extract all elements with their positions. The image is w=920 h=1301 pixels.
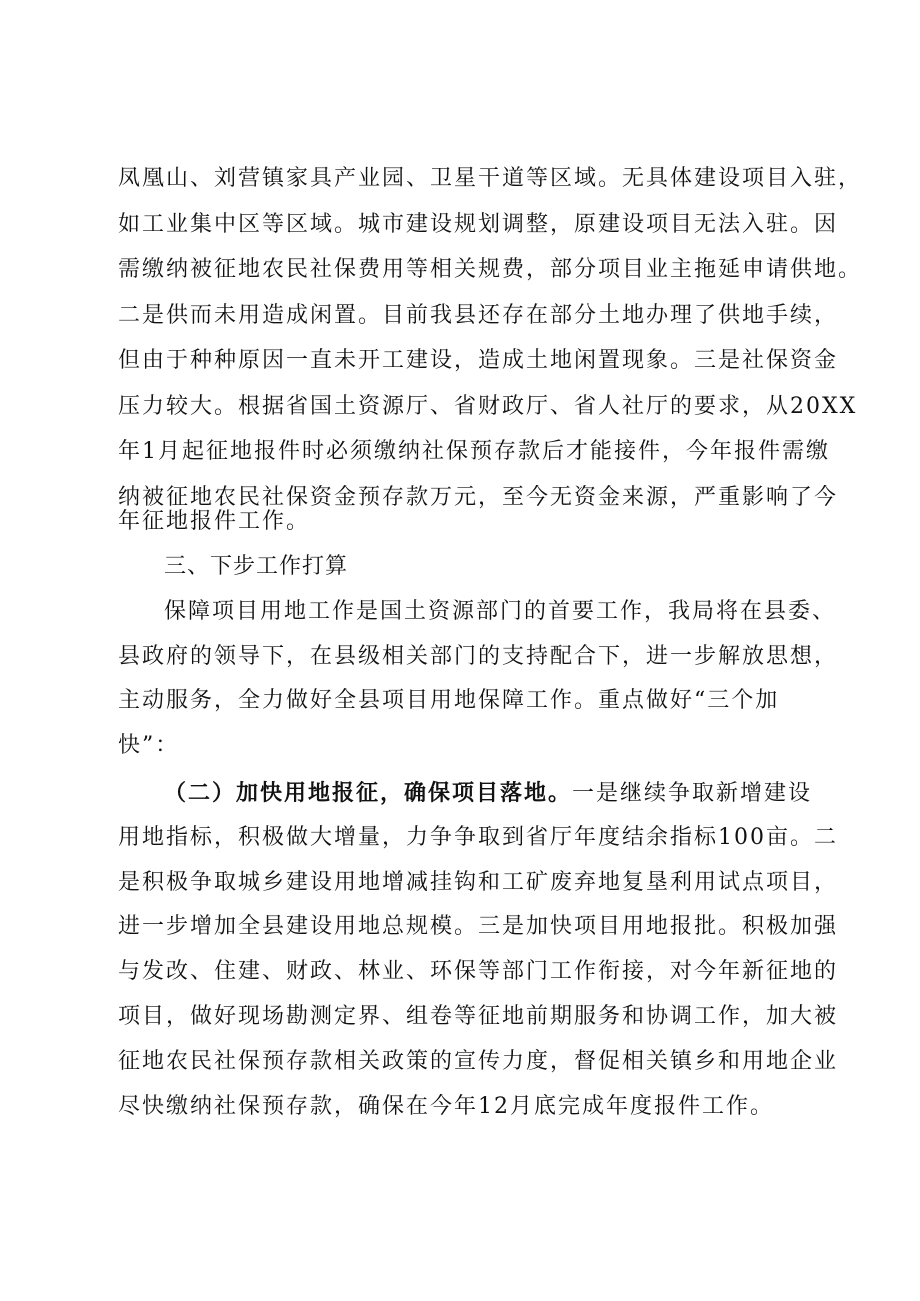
paragraph-1-line-5: 但由于种种原因一直未开工建设，造成土地闲置现象。三是社保资金 xyxy=(118,348,839,373)
paragraph-3-bold-lead: （二）加快用地报征，确保项目落地。 xyxy=(164,780,573,806)
paragraph-2-line-2: 县政府的领导下，在县级相关部门的支持配合下，进一步解放思想， xyxy=(118,644,839,669)
paragraph-1-line-3: 需缴纳被征地农民社保费用等相关规费，部分项目业主拖延申请供地。 xyxy=(118,257,863,282)
section-heading: 三、下步工作打算 xyxy=(164,554,349,579)
paragraph-1-line-7: 年1月起征地报件时必须缴纳社保预存款后才能接件，今年报件需缴 xyxy=(118,439,830,464)
paragraph-3-first-line-rest: 一是继续争取新增建设 xyxy=(572,781,813,806)
paragraph-3-line-4: 进一步增加全县建设用地总规模。三是加快项目用地报批。积极加强 xyxy=(118,914,839,939)
paragraph-3-line-8: 尽快缴纳社保预存款，确保在今年12月底完成年度报件工作。 xyxy=(118,1094,774,1119)
paragraph-3-line-3: 是积极争取城乡建设用地增减挂钩和工矿废弃地复垦利用试点项目， xyxy=(118,870,839,895)
paragraph-1-line-4: 二是供而未用造成闲置。目前我县还存在部分土地办理了供地手续， xyxy=(118,303,839,328)
paragraph-2-line-3: 主动服务，全力做好全县项目用地保障工作。重点做好“三个加 xyxy=(118,688,780,713)
paragraph-3-line-7: 征地农民社保预存款相关政策的宣传力度，督促相关镇乡和用地企业 xyxy=(118,1049,839,1074)
paragraph-1-line-8: 纳被征地农民社保资金预存款万元，至今无资金来源，严重影响了今 xyxy=(118,485,839,510)
paragraph-2-line-4: 快”： xyxy=(118,733,180,758)
paragraph-1-line-6: 压力较大。根据省国土资源厅、省财政厅、省人社厅的要求，从20XX xyxy=(118,394,858,419)
paragraph-3-line-1 xyxy=(164,778,818,809)
paragraph-3-line-5: 与发改、住建、财政、林业、环保等部门工作衔接，对今年新征地的 xyxy=(118,959,839,984)
paragraph-1-line-2: 如工业集中区等区域。城市建设规划调整，原建设项目无法入驻。因 xyxy=(118,212,839,237)
paragraph-1-line-9: 年征地报件工作。 xyxy=(118,509,311,534)
paragraph-3-line-6: 项目，做好现场勘测定界、组卷等征地前期服务和协调工作，加大被 xyxy=(118,1004,839,1029)
paragraph-2-line-1: 保障项目用地工作是国土资源部门的首要工作，我局将在县委、 xyxy=(164,599,837,624)
paragraph-3-line-2: 用地指标，积极做大增量，力争争取到省厅年度结余指标100亩。二 xyxy=(118,825,838,850)
paragraph-1-line-1: 凤凰山、刘营镇家具产业园、卫星干道等区域。无具体建设项目入驻， xyxy=(118,166,863,191)
